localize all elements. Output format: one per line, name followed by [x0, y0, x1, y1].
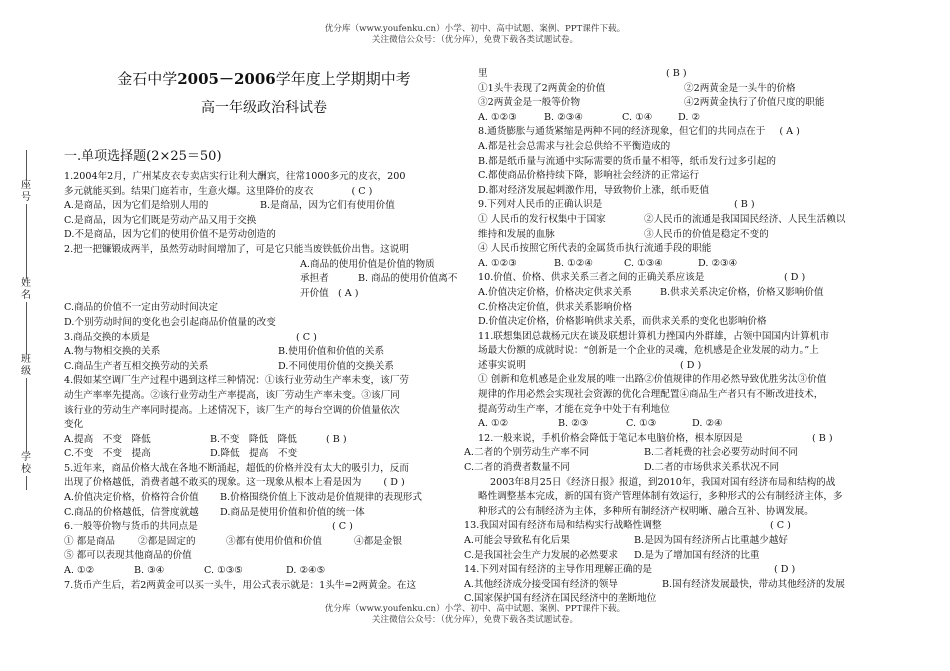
answer-1: ( C ): [351, 185, 373, 197]
question-4: 4.假如某空调厂生产过程中遇到这样三种情况：①该行业劳动生产率未变，该厂劳: [64, 375, 409, 387]
answer-14: ( D ): [774, 564, 796, 576]
answer-4: ( B ): [326, 433, 347, 445]
name-label: 姓名: [18, 278, 34, 302]
answer-2: ( A ): [338, 287, 359, 299]
school-label: 学校: [18, 452, 34, 476]
question-11: 11.联想集团总裁杨元庆在谈及联想计算机力挫国内外群雄，占领中国国内计算机市: [478, 330, 830, 342]
answer-6: ( C ): [332, 521, 353, 533]
question-12: 12.一般来说，手机价格会降低于笔记本电脑价格，根本原因是 ( B ): [478, 432, 893, 447]
question-8: 8.通货膨胀与通货紧缩是两种不同的经济现象，但它们的共同点在于 ( A ): [478, 126, 800, 138]
exam-title: 金石中学2005－2006学年度上学期期中考: [117, 70, 411, 88]
page-header: [0, 24, 950, 46]
question-10: 10.价值、价格、供求关系三者之间的正确关系应该是 ( D ): [478, 271, 893, 286]
left-column: 金石中学2005－2006学年度上学期期中考 高一年级政治科试卷 一.单项选择题(2×25＝50) 1.2004年2月，广州某皮衣专卖店实行让利大酬宾，往常1000多元的皮衣，200 多元就能买到。结果门庭若市，生意火爆。这里降价的皮衣 ( C ) A.是商品，因为它们是给别人用的 B.是商品，因为它们有使用价值 C.是商品，因为它们既是劳动产品又用于交换 D.不是商品，因为它们的使用价值不是劳动创造的 2.把一把镰锻成两半，虽然劳动时间增加了，可是它只能当废铁低价出售。这说明 A.商品的使用价值是价值的物质 承担者 B. 商品的使用价值离不 开价值 ( A ) C.商品的价值不一定由劳动时间决定 D.个别劳动时间的变化也会引起商品价值量的改变 3.商品交换的本质是 ( C ) A.物与物相交换的关系 B.使用价值和价值的关系 C.商品生产者互相交换劳动的关系 D.不同使用价值的交换关系 4.假如某空调厂生产过程中遇到这样三种情况：①该行业劳动生产率未变，该厂劳 动生产率率先提高。②该行业劳动生产率提高，该厂劳动生产率未变。③该厂同 该行业的劳动生产率同时提高。上述情况下，该厂生产的每台空调的价值量依次 变化 A.提高 不变 降低 B.不变 降低 降低 ( B ) C.不变 不变 提高 D.降低 提高 不变 5.近年来，商品价格大战在各地不断涌起，超低的价格并没有太大的吸引力，反而 出现了价格越低，消费者越不敢买的现象。这一现象从根本上看是因为 ( D ) A.价值决定价格，价格符合价值 B.价格围绕价值上下波动是价值规律的表现形式 C.商品的价格越低，信誉度就越 D.商品是使用价值和价值的统一体 6.一般等价物与货币的共同点是 ( C ) ① 都是商品 ②都是固定的 ③都有使用价值和价值 ④都是金银 ⑤ 都可以表现其他商品的价值 A. ①② B. ③④ C. ①③⑤ D. ②④⑤ 7.货币产生后，若2两黄金可以买一头牛，用公式表示就是：1头牛=2两黄金。在这: [64, 69, 464, 593]
question-2: 2.把一把镰锻成两半，虽然劳动时间增加了，可是它只能当废铁低价出售。这说明: [64, 243, 409, 255]
answer-7: ( B ): [666, 68, 687, 79]
answer-13: ( C ): [770, 520, 791, 532]
question-14: 14.下列对国有经济的主导作用理解正确的是 ( D ): [478, 563, 893, 578]
footer-line-1: 优分库（www.youfenku.cn）小学、初中、高中试题、案例、PPT课件下载。: [324, 604, 626, 614]
class-label: 班级: [18, 354, 34, 378]
answer-11: ( D ): [680, 359, 702, 371]
question-3: 3.商品交换的本质是 ( C ): [64, 331, 464, 346]
header-line-2: 关注微信公众号：（优分库），免费下载各类试题试卷。: [371, 35, 579, 45]
question-5: 5.近年来，商品价格大战在各地不断涌起，超低的价格并没有太大的吸引力，反而: [64, 462, 409, 474]
answer-5: ( D ): [383, 477, 405, 489]
question-1: 1.2004年2月，广州某皮衣专卖店实行让利大酬宾，往常1000多元的皮衣，200: [64, 171, 406, 182]
right-column: 里 ( B ) ①1头牛表现了2两黄金的价值 ②2两黄金是一头牛的价格 ③2两黄金是一般等价物 ④2两黄金执行了价值尺度的职能 A. ①②③ B. ②③④ C. ①④ D. ② 8.通货膨胀与通货紧缩是两种不同的经济现象，但它们的共同点在于 ( A ) A.都是社会总需求与社会总供给不平衡造成的 B.都是纸币量与流通中实际需要的货币量不相等，纸币发行过多引起的 C.都使商品价格持续下降，影响社会经济的正常运行 D.都对经济发展起刺激作用，导致物价上涨，纸币贬值 9.下列对人民币的正确认识是 ( B ) ① 人民币的发行权集中于国家 ②人民币的流通是我国国民经济、人民生活赖以 维持和发展的血脉 ③人民币的价值是稳定不变的 ④ 人民币按照它所代表的金属货币执行流通手段的职能 A. ①②③ B. ①②④ C. ①③④ D. ②③④ 10.价值、价格、供求关系三者之间的正确关系应该是 ( D ) A.价值决定价格，价格决定供求关系 B.供求关系决定价格，价格又影响价值 C.价格决定价值，供求关系影响价格 D.价值决定价格，价格影响供求关系，而供求关系的变化也影响价格 11.联想集团总裁杨元庆在谈及联想计算机力挫国内外群雄，占领中国国内计算机市 场最大份额的成就时说：“创新是一个企业的灵魂，危机感是企业发展的动力。”上 述事实说明 ( D ) ① 创新和危机感是企业发展的唯一出路②价值规律的作用必然导致优胜劣汰③价值 规律的作用必然会实现社会资源的优化合理配置④商品生产者只有不断改进技术， 提高劳动生产率，才能在竞争中处于有利地位 A. ①② B. ②③ C. ①③ D. ②④ 12.一般来说，手机价格会降低于笔记本电脑价格，根本原因是 ( B ) A.二者的个别劳动生产率不同 B.二者耗费的社会必要劳动时间不同 C.二者的消费者数量不同 D.二者的市场供求关系状况不同 2003年8月25日《经济日报》报道，到2010年，我国对国有经济布局和结构的战 略性调整基本完成，新的国有资产管理体制有效运行，多种形式的公有制经济主体，多 种形式的公有制经济为主体，多种所有制经济产权明晰、融合互补、协调发展。 13.我国对国有经济布局和结构实行战略性调整 ( C ) A.可能会导致私有化后果 B.是因为国有经济所占比重越少越好 C.是我国社会生产力发展的必然要求 D.是为了增加国有经济的比重 14.下列对国有经济的主导作用理解正确的是 ( D ) A.其他经济成分接受国有经济的领导 B.国有经济发展最快，带动其他经济的发展 C.国家保护国有经济在国民经济中的垄断地位: [478, 67, 893, 607]
question-13: 13.我国对国有经济布局和结构实行战略性调整 ( C ): [478, 519, 893, 534]
question-6: 6.一般等价物与货币的共同点是 ( C ): [64, 520, 464, 535]
answer-3: ( C ): [296, 331, 317, 343]
seat-number-label: 座号: [18, 180, 34, 204]
student-info-sidebar: [6, 150, 46, 490]
answer-9: ( B ): [734, 199, 755, 211]
reading-passage: 2003年8月25日《经济日报》报道，到2010年，我国对国有经济布局和结构的战: [490, 476, 836, 488]
footer-line-2: 关注微信公众号：（优分库），免费下载各类试题试卷。: [371, 615, 579, 625]
answer-12: ( B ): [812, 432, 833, 444]
answer-8: ( A ): [779, 126, 800, 138]
exam-subtitle: 高一年级政治科试卷: [201, 100, 327, 116]
question-9: 9.下列对人民币的正确认识是 ( B ): [478, 198, 893, 213]
header-line-1: 优分库（www.youfenku.cn）小学、初中、高中试题、案例、PPT课件下载。: [324, 24, 626, 34]
page-footer: [0, 604, 950, 626]
section-heading: 一.单项选择题(2×25＝50): [64, 149, 222, 164]
question-7: 7.货币产生后，若2两黄金可以买一头牛，用公式表示就是：1头牛=2两黄金。在这: [64, 579, 417, 591]
answer-10: ( D ): [784, 272, 806, 284]
